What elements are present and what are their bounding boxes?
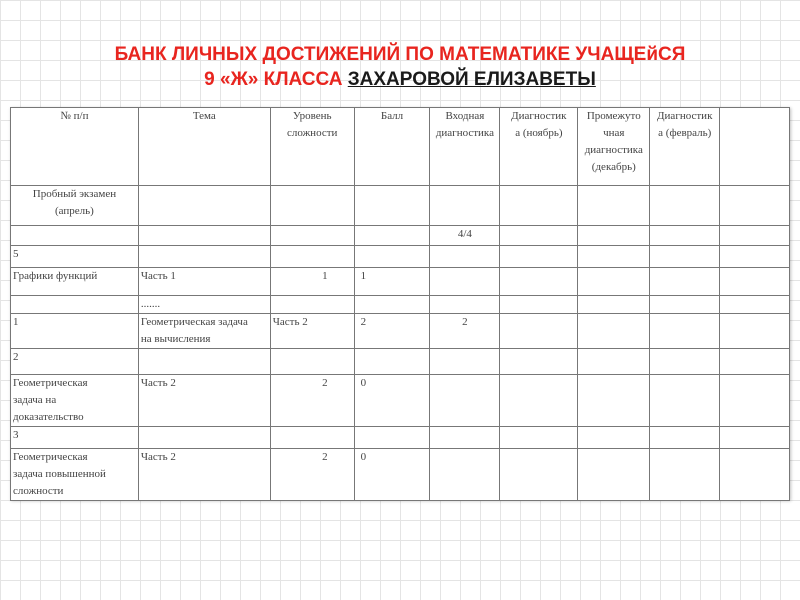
table-cell [650, 246, 720, 268]
table-cell [500, 186, 578, 226]
header-level-line2: сложности [286, 127, 338, 139]
level-value: 2 [322, 451, 328, 463]
table-cell [354, 226, 430, 246]
topic-cell [138, 314, 270, 349]
table-cell [500, 449, 578, 501]
table-cell [650, 314, 720, 349]
table-cell [270, 246, 354, 268]
achievement-table [10, 107, 790, 501]
table-cell [500, 375, 578, 427]
number-cell [11, 449, 139, 501]
score-value: 0 [360, 451, 367, 463]
table-cell [138, 186, 270, 226]
table-cell [354, 246, 430, 268]
table-row [11, 268, 790, 296]
table-cell [650, 449, 720, 501]
table-row [11, 314, 790, 349]
level-value: 1 [322, 270, 328, 282]
topic-cell: Часть 2 [138, 375, 270, 427]
task-line1: Геометрическая [13, 377, 88, 389]
level-cell [270, 375, 354, 427]
table-row [11, 296, 790, 314]
table-cell [650, 226, 720, 246]
table-cell [354, 186, 430, 226]
table-cell [578, 349, 650, 375]
table-cell [578, 246, 650, 268]
number-cell: 5 [11, 246, 139, 268]
task-line2: задача на [13, 394, 57, 406]
table-cell [578, 186, 650, 226]
header-level-line1: Уровень [292, 110, 332, 122]
table-row [11, 186, 790, 226]
header-dec-line2: чная [603, 127, 625, 139]
topic-line1: Геометрическая задача [140, 316, 248, 328]
page-title [0, 42, 800, 92]
table-cell [720, 108, 790, 186]
task-line2: задача повышенной [13, 468, 106, 480]
header-dec-line3: диагностика [584, 144, 643, 156]
table-cell [138, 427, 270, 449]
table-cell [11, 296, 139, 314]
table-cell [650, 268, 720, 296]
table-cell [430, 349, 500, 375]
header-row [11, 108, 790, 186]
table-cell [500, 427, 578, 449]
topic-line2: на вычисления [140, 333, 211, 345]
table-cell [578, 226, 650, 246]
table-row [11, 226, 790, 246]
header-topic: Тема [138, 108, 270, 186]
table-cell [650, 296, 720, 314]
header-diagnostics-december [578, 108, 650, 186]
header-score: Балл [354, 108, 430, 186]
table-cell [578, 296, 650, 314]
table-cell [720, 449, 790, 501]
score-cell [354, 449, 430, 501]
header-entry-line2: диагностика [435, 127, 494, 139]
table-cell [500, 296, 578, 314]
header-level [270, 108, 354, 186]
table-cell [500, 349, 578, 375]
table-cell [650, 186, 720, 226]
table-cell [720, 186, 790, 226]
header-number: № п/п [11, 108, 139, 186]
table-cell [720, 349, 790, 375]
level-cell [270, 449, 354, 501]
score-cell [354, 375, 430, 427]
table-cell [354, 427, 430, 449]
table-cell [500, 246, 578, 268]
table-row [11, 427, 790, 449]
entry-cell: 2 [430, 314, 500, 349]
header-dec-line1: Промежуто [586, 110, 641, 122]
table-cell [720, 226, 790, 246]
task-line1: Геометрическая [13, 451, 88, 463]
topic-cell: ....... [138, 296, 270, 314]
trial-exam-line1: Пробный экзамен [32, 188, 117, 200]
table-cell [720, 427, 790, 449]
table-cell [270, 296, 354, 314]
table-cell [578, 314, 650, 349]
number-cell: 3 [11, 427, 139, 449]
table-cell [270, 427, 354, 449]
table-cell [500, 268, 578, 296]
task-line3: сложности [13, 485, 64, 497]
table-cell [650, 349, 720, 375]
table-cell [138, 349, 270, 375]
header-diagnostics-february [650, 108, 720, 186]
table-cell [430, 246, 500, 268]
header-diagnostics-november [500, 108, 578, 186]
table-cell [578, 268, 650, 296]
table-cell [270, 186, 354, 226]
table-cell [354, 349, 430, 375]
score-value: 0 [360, 377, 367, 389]
table-cell [430, 449, 500, 501]
table-cell [430, 427, 500, 449]
table-cell [138, 246, 270, 268]
title-line-1: БАНК ЛИЧНЫХ ДОСТИЖЕНИЙ ПО МАТЕМАТИКЕ УЧАЩЕйСЯ [114, 44, 686, 65]
title-class: 9 «Ж» КЛАССА [204, 69, 348, 90]
table-cell [430, 268, 500, 296]
number-cell: 1 [11, 314, 139, 349]
table-cell [270, 226, 354, 246]
header-nov-line1: Диагностик [511, 110, 567, 122]
entry-cell: 4/4 [430, 226, 500, 246]
table-cell [578, 375, 650, 427]
table-cell [650, 375, 720, 427]
score-value: 2 [360, 316, 367, 328]
table-cell [720, 375, 790, 427]
topic-cell: Часть 1 [138, 268, 270, 296]
table-cell [354, 296, 430, 314]
table-cell [430, 296, 500, 314]
score-value: 1 [360, 270, 367, 282]
score-cell [354, 314, 430, 349]
table-cell [270, 349, 354, 375]
table-cell [578, 449, 650, 501]
table-row [11, 349, 790, 375]
trial-exam-line2: (апрель) [55, 205, 94, 217]
table-cell [500, 314, 578, 349]
achievement-sheet [10, 107, 790, 500]
number-cell: 2 [11, 349, 139, 375]
level-cell [270, 268, 354, 296]
table-cell [720, 314, 790, 349]
table-row [11, 449, 790, 501]
table-cell [430, 186, 500, 226]
number-cell: Графики функций [11, 268, 139, 296]
header-nov-line2: а (ноябрь) [515, 127, 563, 139]
table-cell [650, 427, 720, 449]
table-cell [138, 226, 270, 246]
number-cell [11, 375, 139, 427]
table-cell [720, 268, 790, 296]
title-line-2 [0, 67, 800, 92]
header-entry-line1: Входная [445, 110, 485, 122]
header-entry-diagnostics [430, 108, 500, 186]
table-row [11, 246, 790, 268]
topic-cell: Часть 2 [138, 449, 270, 501]
header-feb-line1: Диагностик [657, 110, 713, 122]
table-cell [720, 296, 790, 314]
header-dec-line4: (декабрь) [591, 161, 636, 173]
table-cell [500, 226, 578, 246]
table-cell [578, 427, 650, 449]
header-feb-line2: а (февраль) [658, 127, 712, 139]
level-value: 2 [322, 377, 328, 389]
level-cell: Часть 2 [270, 314, 354, 349]
table-cell [430, 375, 500, 427]
score-cell [354, 268, 430, 296]
title-student-name: ЗАХАРОВОЙ ЕЛИЗАВЕТЫ [347, 69, 596, 90]
header-trial-exam [11, 186, 139, 226]
task-line3: доказательство [13, 411, 84, 423]
table-cell [720, 246, 790, 268]
table-row [11, 375, 790, 427]
table-cell [11, 226, 139, 246]
